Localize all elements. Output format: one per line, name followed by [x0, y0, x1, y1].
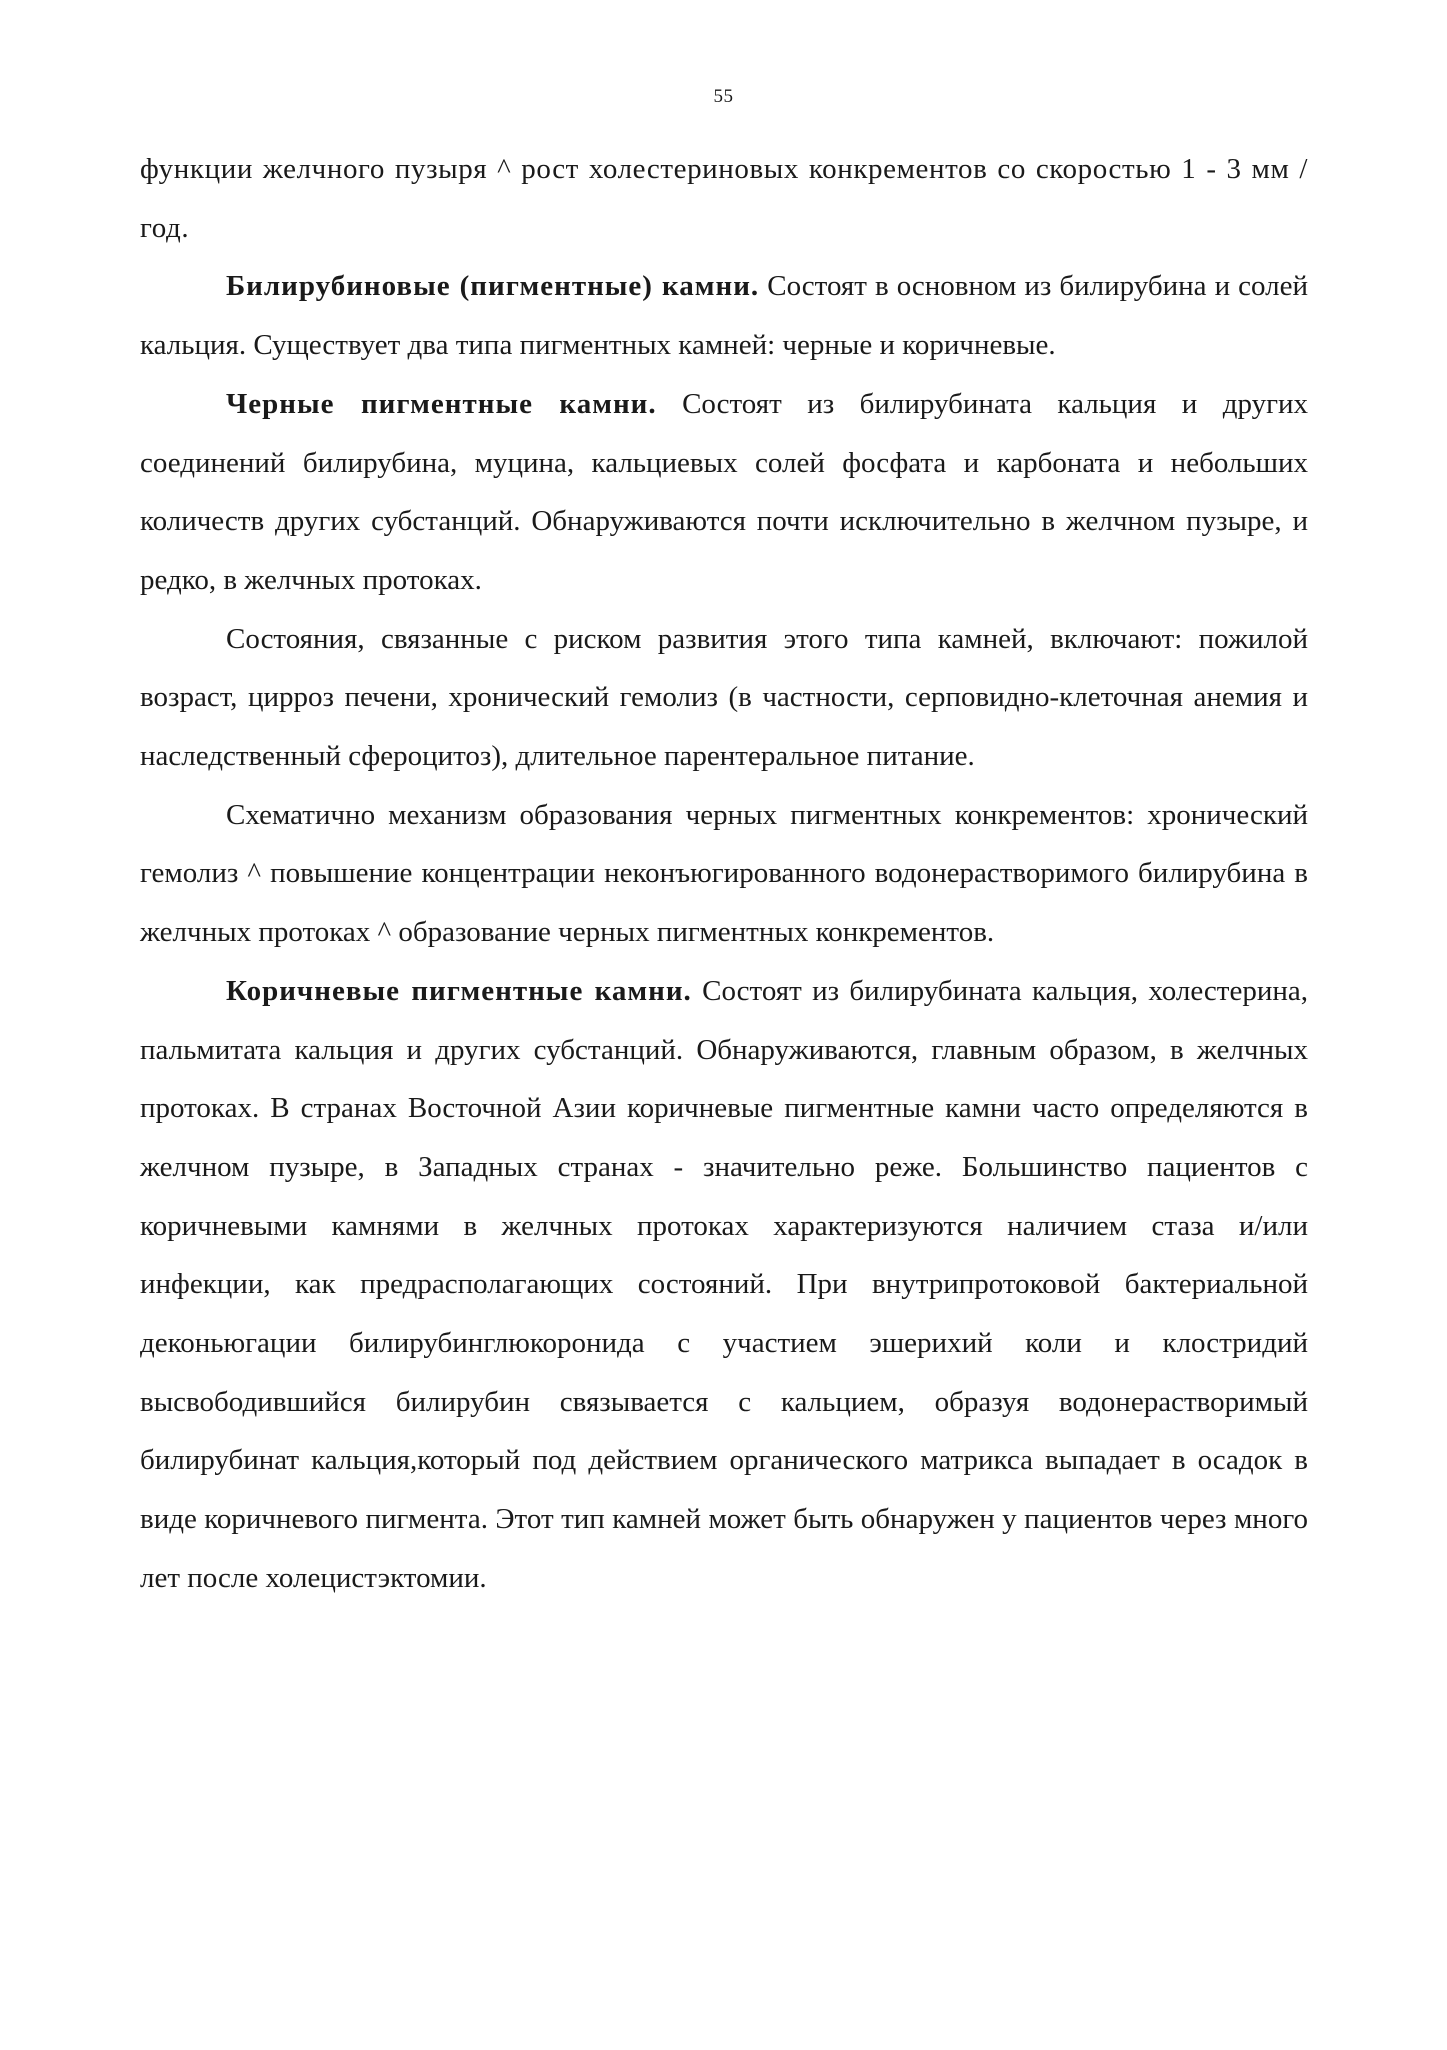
body-text [140, 140, 1308, 1608]
heading-brown-stones: Коричневые пигментные камни. [226, 974, 692, 1007]
paragraph-bilirubin-stones-text: Состоят в основном из билирубина и солей кальция. Существует два типа пигментных камней: черные и коричневые. [140, 270, 1308, 362]
paragraph-mechanism: Схематично механизм образования черных пигментных конкрементов: хронический гемолиз ^ повышение концентрации неконъюгированного водонерастворимого билирубина в желчных протоках ^ образование черных пигментных конкрементов. [140, 798, 1308, 949]
paragraph-black-stones [140, 375, 1308, 610]
paragraph-1: функции желчного пузыря ^ рост холестериновых конкрементов со скоростью 1 - 3 мм /год. [140, 153, 1308, 244]
paragraph-bilirubin-stones [140, 257, 1308, 374]
paragraph-black-stones-text: Состоят из билирубината кальция и других соединений билирубина, муцина, кальциевых солей фосфата и карбоната и небольших количеств других субстанций. Обнаруживаются почти исключительно в желчном пузыре, и редко, в желчных протоках. [140, 387, 1309, 596]
heading-black-stones: Черные пигментные камни. [226, 387, 657, 420]
paragraph-brown-stones [140, 962, 1308, 1608]
page-number: 55 [713, 86, 734, 107]
paragraph-risk-conditions: Состояния, связанные с риском развития этого типа камней, включают: пожилой возраст, цирроз печени, хронический гемолиз (в частности, серповидно-клеточная анемия и наследственный сфероцитоз), длительное парентеральное питание. [140, 622, 1308, 773]
paragraph-brown-stones-text: Состоят из билирубината кальция, холестерина, пальмитата кальция и других субстанций. Обнаруживаются, главным образом, в желчных протоках. В странах Восточной Азии коричневые пигментные камни часто определяются в желчном пузыре, в Западных странах - значительно реже. Большинство пациентов с коричневыми камнями в желчных протоках характеризуются наличием стаза и/или инфекции, как предрасполагающих состояний. При внутрипротоковой бактериальной деконьюгации билирубинглюкоронида с участием эшерихий коли и клостридий высвободившийся билирубин связывается с кальцием, образуя водонерастворимый билирубинат кальция,который под действием органического матрикса выпадает в осадок в виде коричневого пигмента. Этот тип камней может быть обнаружен у пациентов через много лет после холецистэктомии. [140, 974, 1308, 1594]
heading-bilirubin-stones: Билирубиновые (пигментные) камни. [226, 270, 760, 303]
